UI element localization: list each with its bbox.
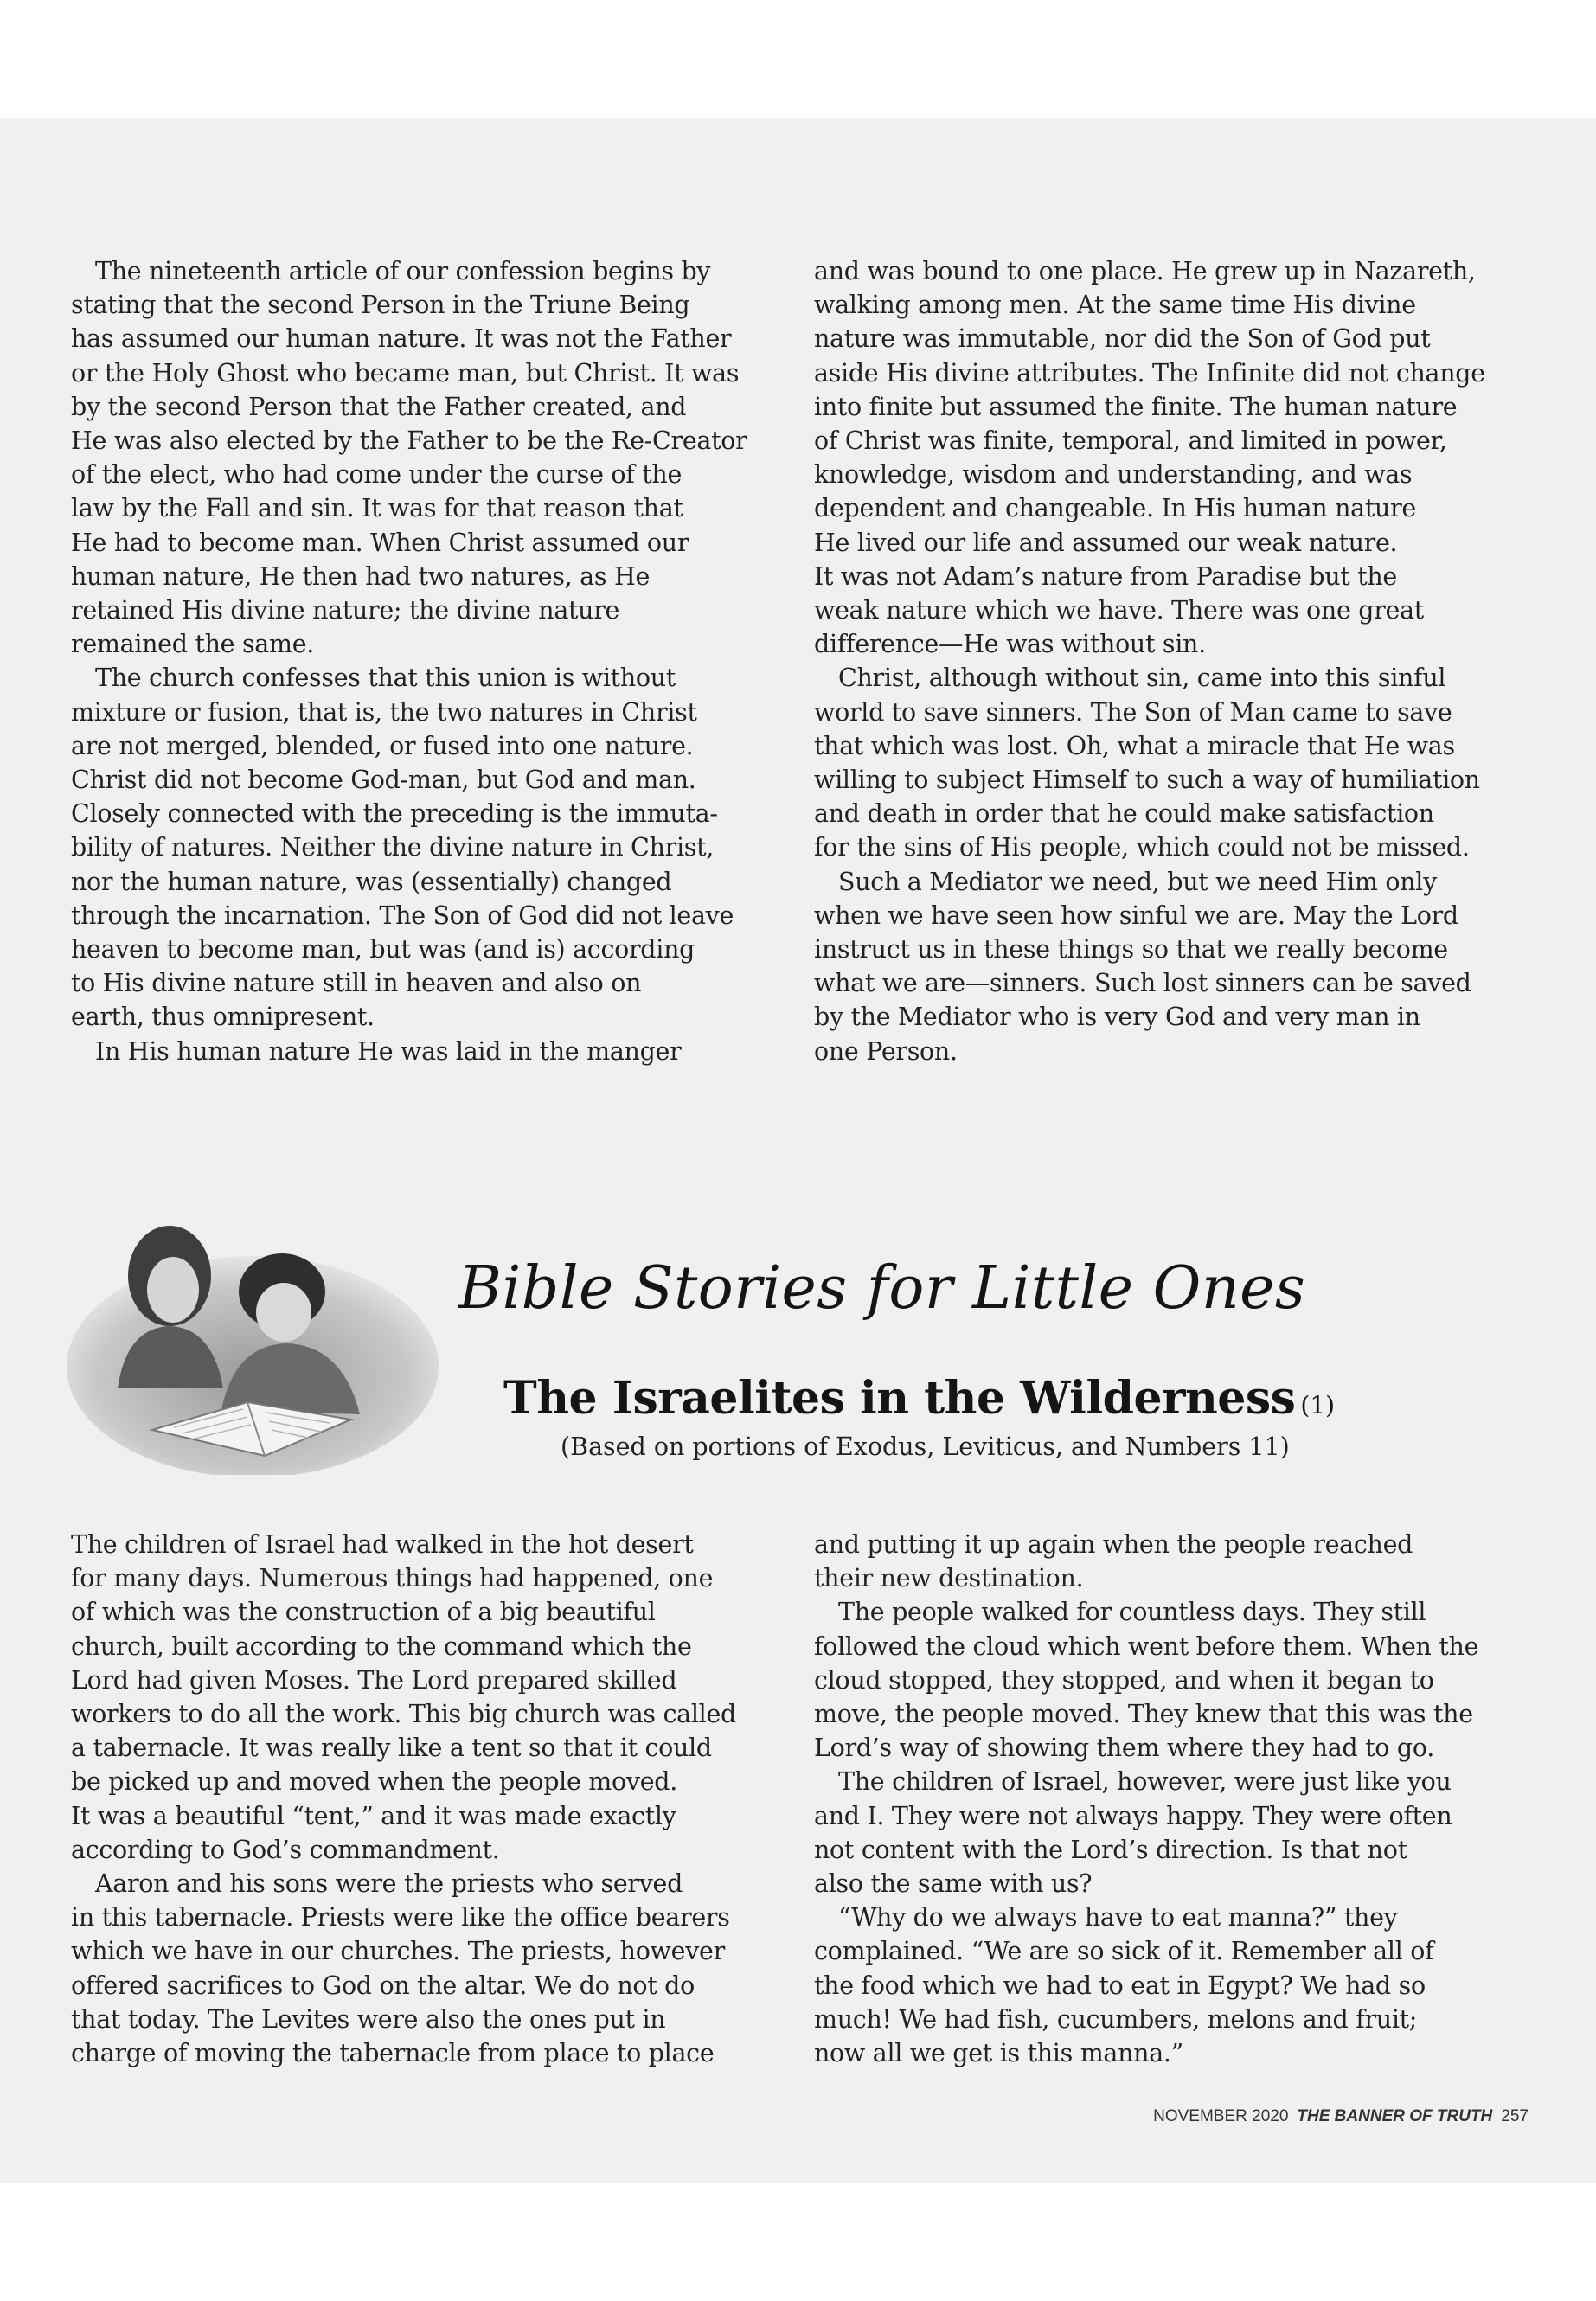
text-line: Christ did not become God-man, but God and man. [71, 766, 696, 795]
story-column-left [71, 1528, 789, 2070]
text-line: for the sins of His people, which could not be missed. [814, 833, 1470, 862]
text-line: Such a Mediator we need, but we need Him only [838, 867, 1437, 896]
text-line: of Christ was finite, temporal, and limited in power, [814, 426, 1447, 456]
text-line: when we have seen how sinful we are. May the Lord [814, 901, 1458, 930]
text-line: remained the same. [71, 630, 315, 659]
text-line: The people walked for countless days. They still [838, 1598, 1426, 1627]
text-line: and death in order that he could make satisfaction [814, 799, 1434, 829]
text-line: or the Holy Ghost who became man, but Christ. It was [71, 358, 740, 388]
page-footer [1153, 2107, 1529, 2126]
text-line: workers to do all the work. This big church was called [71, 1700, 736, 1729]
text-line: complained. “We are so sick of it. Remember all of [814, 1937, 1434, 1966]
text-line: willing to subject Himself to such a way of humiliation [814, 766, 1480, 795]
text-line: according to God’s commandment. [71, 1835, 500, 1864]
text-line: “Why do we always have to eat manna?” they [838, 1903, 1398, 1932]
story-subtitle: (Based on portions of Exodus, Leviticus, and Numbers 11) [561, 1433, 1290, 1461]
article-column-right [814, 254, 1532, 1068]
text-line: by the second Person that the Father created, and [71, 392, 687, 421]
footer-page-number: 257 [1501, 2107, 1529, 2125]
footer-publication: THE BANNER OF TRUTH [1297, 2107, 1493, 2125]
text-line: bility of natures. Neither the divine nature in Christ, [71, 833, 714, 862]
text-line: what we are—sinners. Such lost sinners can be saved [814, 969, 1471, 998]
text-line: by the Mediator who is very God and very man in [814, 1003, 1420, 1032]
text-line: move, the people moved. They knew that this was the [814, 1700, 1473, 1729]
text-line: the food which we had to eat in Egypt? We had so [814, 1971, 1426, 2000]
text-line: and I. They were not always happy. They were often [814, 1801, 1452, 1830]
text-line: much! We had fish, cucumbers, melons and fruit; [814, 2004, 1418, 2034]
text-line: and putting it up again when the people reached [814, 1530, 1413, 1559]
section-heading: Bible Stories for Little Ones [458, 1254, 1306, 1323]
text-line: weak nature which we have. There was one great [814, 596, 1424, 625]
text-line: walking among men. At the same time His divine [814, 291, 1416, 320]
footer-date: NOVEMBER 2020 [1153, 2107, 1289, 2125]
text-line: retained His divine nature; the divine nature [71, 596, 620, 625]
children-reading-photo [66, 1215, 439, 1475]
text-line: be picked up and moved when the people moved. [71, 1767, 677, 1797]
text-line: difference—He was without sin. [814, 630, 1206, 659]
text-line: Closely connected with the preceding is the immuta- [71, 799, 718, 829]
text-line: Lord’s way of showing them where they had to go. [814, 1734, 1434, 1763]
text-line: It was not Adam’s nature from Paradise but the [814, 561, 1397, 591]
text-line: cloud stopped, they stopped, and when it began to [814, 1665, 1434, 1695]
article-column-left [71, 254, 789, 1068]
text-line: Lord had given Moses. The Lord prepared skilled [71, 1665, 677, 1695]
text-line: that today. The Levites were also the ones put in [71, 2004, 666, 2034]
text-line: through the incarnation. The Son of God did not leave [71, 901, 734, 930]
text-line: that which was lost. Oh, what a miracle that He was [814, 731, 1455, 760]
text-line: aside His divine attributes. The Infinite did not change [814, 358, 1485, 388]
text-line: mixture or fusion, that is, the two natures in Christ [71, 697, 697, 727]
text-line: followed the cloud which went before them. When the [814, 1631, 1479, 1661]
text-line: The church confesses that this union is without [95, 663, 676, 693]
story-column-right [814, 1528, 1532, 2070]
text-line: He lived our life and assumed our weak nature. [814, 528, 1398, 557]
text-line: world to save sinners. The Son of Man came to save [814, 697, 1452, 727]
text-line: law by the Fall and sin. It was for that reason that [71, 494, 683, 523]
text-line: Christ, although without sin, came into this sinful [838, 663, 1446, 693]
text-line: to His divine nature still in heaven and also on [71, 969, 642, 998]
text-line: are not merged, blended, or fused into one nature. [71, 731, 694, 760]
text-line: has assumed our human nature. It was not the Father [71, 324, 732, 354]
story-part-number: (1) [1300, 1391, 1336, 1420]
text-line: in this tabernacle. Priests were like the office bearers [71, 1903, 730, 1932]
text-line: of the elect, who had come under the curse of the [71, 460, 683, 490]
text-line: not content with the Lord’s direction. Is that not [814, 1835, 1407, 1864]
story-title [503, 1372, 1335, 1425]
text-line: Aaron and his sons were the priests who served [95, 1869, 683, 1899]
text-line: heaven to become man, but was (and is) according [71, 935, 695, 965]
text-line: one Person. [814, 1036, 958, 1066]
text-line: The nineteenth article of our confession begins by [95, 257, 711, 285]
story-title-text: The Israelites in the Wilderness [503, 1372, 1296, 1425]
text-line: of which was the construction of a big beautiful [71, 1598, 656, 1627]
text-line: He was also elected by the Father to be the Re-Creator [71, 426, 747, 456]
text-line: a tabernacle. It was really like a tent so that it could [71, 1734, 712, 1763]
text-line: knowledge, wisdom and understanding, and was [814, 460, 1413, 490]
text-line: He had to become man. When Christ assumed our [71, 528, 689, 557]
text-line: charge of moving the tabernacle from place to place [71, 2039, 715, 2068]
text-line: instruct us in these things so that we really become [814, 935, 1448, 965]
text-line: which we have in our churches. The priests, however [71, 1937, 725, 1966]
text-line: In His human nature He was laid in the manger [95, 1036, 682, 1066]
text-line: The children of Israel, however, were just like you [838, 1767, 1452, 1797]
text-line: nature was immutable, nor did the Son of God put [814, 324, 1431, 354]
text-line: earth, thus omnipresent. [71, 1003, 375, 1032]
text-line: for many days. Numerous things had happened, one [71, 1564, 714, 1593]
text-line: dependent and changeable. In His human nature [814, 494, 1416, 523]
text-line: their new destination. [814, 1564, 1084, 1593]
text-line: It was a beautiful “tent,” and it was made exactly [71, 1801, 676, 1830]
text-line: and was bound to one place. He grew up in Nazareth, [814, 257, 1476, 285]
text-line: nor the human nature, was (essentially) changed [71, 867, 672, 896]
text-line: The children of Israel had walked in the hot desert [71, 1530, 694, 1559]
text-line: stating that the second Person in the Triune Being [71, 291, 690, 320]
text-line: also the same with us? [814, 1869, 1093, 1899]
text-line: now all we get is this manna.” [814, 2039, 1183, 2068]
text-line: offered sacrifices to God on the altar. We do not do [71, 1971, 695, 2000]
text-line: human nature, He then had two natures, as He [71, 561, 651, 591]
text-line: into finite but assumed the finite. The human nature [814, 392, 1458, 421]
text-line: church, built according to the command which the [71, 1631, 692, 1661]
